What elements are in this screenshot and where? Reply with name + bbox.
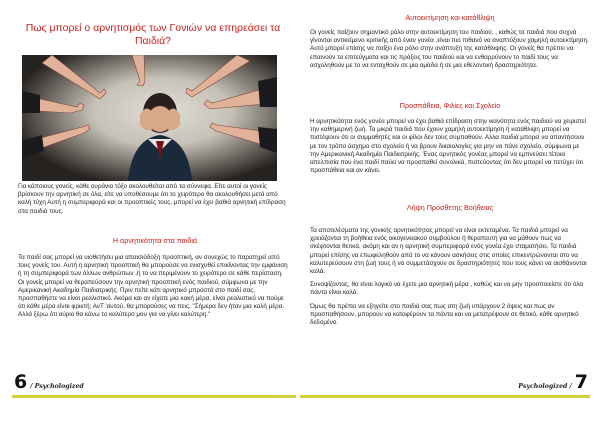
running-title-right: Psychologized / — [518, 383, 572, 390]
extra-help-paragraphs — [310, 227, 590, 332]
self-esteem-paragraph — [310, 29, 590, 75]
negativity-text: Τα παιδί σας μπορεί να υιοθετήσει μια απαισιόδοξη προοπτική, αν συνεχώς το παρατηρεί από τους γονείς του. Αυτή η αρνητική προοπτική θα μπορούσε να ενισχυθεί επικίνοντας την εμφάνιση ή τη συμπεριφορά των άλλων ανθρώπων ,ή το να περιμένουν το χειρότερο σε κάθε περίσταση. Οι γονείς μπορεί να θεραπεύσουν την αρνητική προοπτική ενός παιδιού, σύμφωνα με την Αμερικανική Ακαδημία Παιδιατρικής. Πριν πείτε κάτι αρνητικό μπροστά στο παιδί σας, προσπαθήστε να είναι ρεαλιστικό. Ακόμα και αν είχατε μια κακή μέρα, είναι ρεαλιστικό να πούμε ότι κάθε μέρα είναι φρικτή; ΑνT 'αυτού, θα μπορούσες να πεις, "Σήμερα δεν ήταν μια καλή μέρα. Αλλά ξέρω ότι αύριο θα κάνω το καλύτερο μου για να γίνει καλύτερη." — [18, 254, 288, 319]
article-title: Πως μπορεί ο αρνητισμός των Γονιών να επηρεάσει τα Παιδιά? — [25, 22, 281, 47]
extra-help-text-1: Τα αποτελέσματα της γονικής αρνητικότητας μπορεί να είναι εκτεταμένα. Τα παιδιά μπορεί να χρειάζονται τη βοήθεια ενός οικογενειακού συμβούλου ή θεραπευτή για να μάθουν πως να σκέφτονται θετικά, ακόμη και αν η αρνητική συμπεριφορά ενός γονέα έχει σταματήσει. Τα παιδιά μπορεί επίσης να επωφεληθούν από το να κάνουν ασκήσεις στις οποίες επικεντρώνονται στο να καλυτερεύσουν στη ζωή τους ή να συμμετάσχουν σε δραστηριότητες που τους κάνει να αισθάνονται καλά. — [310, 227, 587, 276]
article-photo — [22, 55, 277, 181]
section-heading-self-esteem: Αυτοεκτίμηση και κατάθλιψη — [405, 13, 495, 22]
extra-help-text-2: Συνοψίζοντας, θα είναι λογικό να έχετε μια αρνητική μέρα , καθώς και να μην προσποιείστε ότι όλα πάντα είναι καλά. — [310, 281, 583, 297]
effort-school-paragraph — [310, 118, 590, 180]
intro-text: Για κάποιους γονείς, κάθε ουράνιο τόξο ακολουθείται από τα σύννεφα. Είτε αυτοί οι γονείς βρίσκουν την αρνητική σε όλα, είτε να υποθέσουμε ότι το χειρότερο θα ακολουθήσει μετά από καλή τύχη Αυτή η συμπεριφορά και οι προοπτικές τους, μπορεί να έχει βαθιά αρνητική επίδραση στα παιδιά τους. — [18, 183, 286, 215]
section-heading-effort-school: Προσπάθεια, Φιλίες και Σχολείο — [399, 101, 501, 110]
right-folio — [515, 372, 588, 392]
negativity-paragraph — [18, 254, 288, 325]
running-title-left: / Psychologized — [30, 383, 84, 390]
footer-rule-right — [300, 395, 590, 398]
left-folio — [14, 372, 87, 392]
effort-school-text: Η αρνητικότητα ενός γονέα μπορεί να έχει βαθιά επίδραση στην ικανότητα ενός παιδιού να χειριστεί την καθημερινή ζωή. Τα μικρά παιδιά που έχουν χαμηλή αυτοεκτίμηση ή κατάθλιψη μπορεί να πιστέψουν ότι οι συμμαθητές και οι φίλοι δεν τους συμπαθούν. Αλλα παιδιά μπορεί να απαντήσουν με τον τρόπο άσχημο στο σχολείο ή να βρουν δικαιολογίες για μην να πάνε σχολείο, σύμφωνα με την Αμερικανική Ακαδημία Παιδιατρικής. Ένας αρνητικός γονέας μπορεί να εμπνεύσει τέτοια απελπισία που ένα παιδί παύει να προσπαθεί συνολικά, πιστεύοντας ότι δεν μπορεί να πετύχει ότι προσπάθεια και αν κάνει. — [310, 118, 587, 175]
right-page — [300, 0, 600, 424]
section-heading-negativity: Η αρνητικότητα στα παιδιά — [112, 236, 198, 245]
intro-paragraph — [18, 183, 288, 221]
extra-help-text-3: Όμως θα πρέπει να εξηγείτε στο παιδιά σας πως στη ζωή υπάρχουν 2 όψεις και πως αν προσπαθήσουν, μπορούν να καταφέρουν τα πάντα και να μετατρέψουν σε θετικό, κάθε αρνητικό δεδομένο. — [310, 302, 579, 327]
section-heading-extra-help: Λήψη Πρόσθετης Βοήθειας — [406, 203, 494, 212]
page-number-right: 7 — [574, 371, 588, 393]
page-number-left: 6 — [14, 371, 28, 393]
self-esteem-text: Οι γονείς παίζουν σημαντικό ρόλο στην αυτοεκτίμηση του παιδιού, , καθώς τα παιδιά που συχνά γίνονται αντικείμενο κριτικής από έναν γονέα ,είναι πιο πιθανό να αναπτύξουν χαμηλή αυτοεκτίμηση. Αυτό μπορεί επίσης να παίξει ένα ρόλο στην ανάπτυξη της κατάθλιψης. Οι γονείς θα πρέπει να επαινούν τα επιτεύγματα και τις πράξεις του παιδιού και να ενθαρρύνουν το παιδί τους να ασχοληθούν με το να ενταχθούν σε μια ομάδα ή σε μια εθελοντική δραστηριότητα. — [310, 29, 589, 69]
footer-rule-left — [12, 395, 296, 398]
